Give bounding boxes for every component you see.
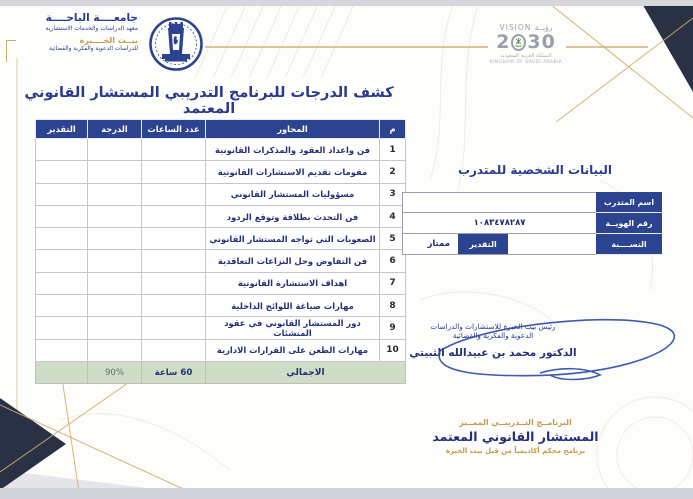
topic-cell: مهارات الطعن على القرارات الادارية [206, 339, 380, 361]
total-hours: 60 ساعة [142, 361, 206, 383]
row-number-cell: 8 [380, 295, 406, 317]
header-score: الدرجة [88, 120, 142, 139]
grade-cell [36, 250, 88, 272]
total-row [36, 361, 406, 383]
hours-cell [142, 272, 206, 294]
gold-corner-bracket [6, 40, 16, 62]
table-row [36, 228, 406, 250]
table-row [36, 339, 406, 361]
trainee-section-title: البيانات الشخصية للمتدرب [457, 163, 613, 177]
grade-cell [36, 205, 88, 227]
scan-edge-bottom [0, 488, 693, 499]
table-row [36, 250, 406, 272]
grade-cell [36, 272, 88, 294]
hours-cell [142, 317, 206, 339]
trainee-id-value: ١٠٨٣٤٧٨٢٨٧ [473, 218, 526, 228]
header-no: م [380, 120, 406, 139]
grade-cell [36, 161, 88, 183]
grade-cell [36, 339, 88, 361]
grades-table-body [36, 139, 406, 362]
grade-cell [36, 295, 88, 317]
trainee-percentage-label: النســــبة [596, 234, 662, 255]
signatory-role-line2: الدعوية والفكرية والقضائية [452, 331, 534, 340]
score-cell [88, 317, 142, 339]
table-header-row [36, 120, 406, 139]
grade-chip-label: التقدير [458, 234, 508, 254]
hours-cell [142, 339, 206, 361]
trainee-data-table [402, 192, 662, 255]
trainee-name-value [402, 192, 596, 213]
expertise-house-name: بيــت الخــــبرة [79, 36, 138, 45]
table-row [36, 183, 406, 205]
grade-value: ممتاز [427, 239, 450, 249]
row-number-cell: 6 [380, 250, 406, 272]
trainee-id-row [402, 213, 662, 234]
table-row [36, 272, 406, 294]
table-row [36, 205, 406, 227]
row-number-cell: 2 [380, 161, 406, 183]
header-topics: المحاور [206, 120, 380, 139]
albaha-university-logo-icon [148, 14, 204, 74]
topic-cell: اهداف الاستشارة القانونية [206, 272, 380, 294]
row-number-cell: 3 [380, 183, 406, 205]
score-cell [88, 272, 142, 294]
topic-cell: الصعوبات التي تواجه المستشار القانوني [206, 228, 380, 250]
row-number-cell: 9 [380, 317, 406, 339]
table-row [36, 161, 406, 183]
topic-cell: مهارات صياغة اللوائح الداخلية [206, 295, 380, 317]
topic-cell: فن التحدث بطلاقة وتوقع الردود [206, 205, 380, 227]
vision-year [487, 32, 565, 52]
row-number-cell: 4 [380, 205, 406, 227]
university-name: جامعــــة الباحــــة [45, 12, 138, 24]
row-number-cell: 5 [380, 228, 406, 250]
score-cell [88, 250, 142, 272]
vision-year-left: 2 [496, 31, 511, 53]
trainee-percentage-row [402, 234, 662, 255]
program-accreditation: برنامج محكم أكاديمياً من قبل بيت الخبرة [445, 447, 586, 455]
kingdom-name-ar: المملكة العربية السعودية [500, 53, 552, 59]
grade-cell [36, 317, 88, 339]
hours-cell [142, 205, 206, 227]
program-name: المستشار القانوني المعتمد [432, 429, 599, 444]
score-cell [88, 139, 142, 161]
grade-cell [36, 228, 88, 250]
hours-cell [142, 183, 206, 205]
score-cell [88, 183, 142, 205]
hours-cell [142, 228, 206, 250]
topic-cell: فن واعداد العقود والمذكرات القانونية [206, 139, 380, 161]
expertise-house-subtitle: للدراسات الدعوية والفكرية والقضائية [49, 46, 138, 52]
hours-cell [142, 250, 206, 272]
vision-2030-logo [487, 23, 565, 64]
header-hours: عدد الساعات [142, 120, 206, 139]
total-label: الاجمالي [206, 361, 406, 383]
saudi-emblem-icon [511, 34, 526, 51]
university-header-block [16, 12, 138, 52]
page-title: كشف الدرجات للبرنامج التدريبي المستشار القانوني المعتمد [24, 85, 394, 117]
signature-block [408, 322, 578, 359]
vision-wordmark: VISION رؤيــة [499, 23, 553, 32]
grades-table [35, 119, 406, 384]
signatory-role-line1: رئيس بيت الخبرة للاستشارات والدراسات [430, 322, 556, 331]
kingdom-name-en: KINGDOM OF SAUDI ARABIA [489, 59, 563, 64]
program-footer-block [423, 418, 608, 455]
score-cell [88, 228, 142, 250]
row-number-cell: 7 [380, 272, 406, 294]
vision-year-right: 30 [527, 31, 556, 53]
scan-edge-top [0, 0, 693, 6]
hours-cell [142, 161, 206, 183]
topic-cell: مسؤوليات المستشار القانوني [206, 183, 380, 205]
trainee-percentage-value [402, 234, 596, 255]
signatory-name: الدكتور محمد بن عبيدالله الثبيتي [409, 347, 577, 359]
topic-cell: مقومات تقديم الاستشارات القانونية [206, 161, 380, 183]
trainee-name-label: اسم المتدرب [596, 192, 662, 213]
institute-name: معهد الدراسات والخدمات الاستشارية [45, 25, 138, 32]
row-number-cell: 10 [380, 339, 406, 361]
hours-cell [142, 295, 206, 317]
header-grade: التقدير [36, 120, 88, 139]
score-cell [88, 161, 142, 183]
trainee-id-label: رقم الهويــة [596, 213, 662, 234]
table-row [36, 317, 406, 339]
row-number-cell: 1 [380, 139, 406, 161]
topic-cell: فن التفاوض وحل النزاعات التعاقدية [206, 250, 380, 272]
table-row [36, 295, 406, 317]
grade-cell [36, 139, 88, 161]
hours-cell [142, 139, 206, 161]
percentage-empty-cell [508, 234, 596, 254]
trainee-name-row [402, 192, 662, 213]
table-row [36, 139, 406, 161]
program-tagline: البرنامــج التــدريبــي الممــيز [459, 418, 572, 427]
score-cell [88, 295, 142, 317]
grade-cell [36, 183, 88, 205]
score-cell [88, 339, 142, 361]
total-grade [36, 361, 88, 383]
total-score: 90% [88, 361, 142, 383]
topic-cell: دور المستشار القانوني في عقود المنشئات [206, 317, 380, 339]
score-cell [88, 205, 142, 227]
